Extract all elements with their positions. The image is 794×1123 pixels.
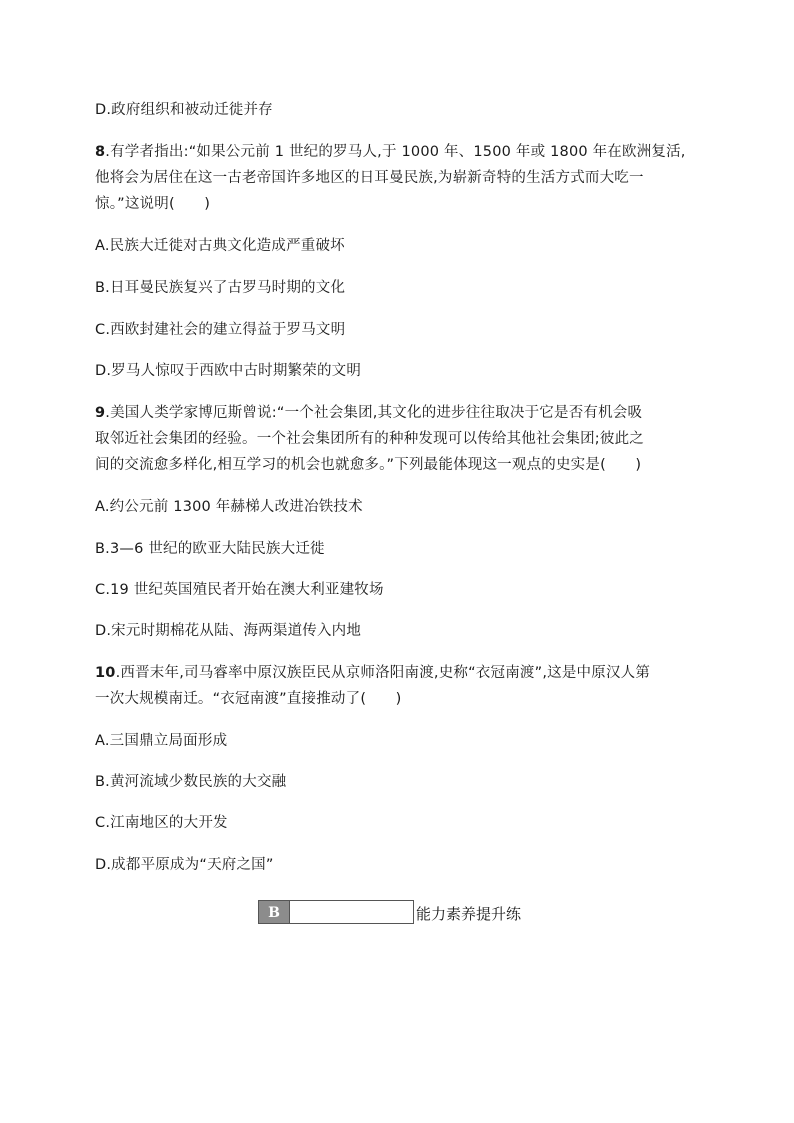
q8-option-c: C.西欧封建社会的建立得益于罗马文明 [95,322,346,338]
q7-option-d: D.政府组织和被动迁徙并存 [95,102,273,118]
level-badge: B 级 [258,900,290,924]
q9-stem-line-2: 取邻近社会集团的经验。一个社会集团所有的种种发现可以传给其他社会集团;彼此之 [95,431,644,447]
q10-number: 10 [95,665,116,681]
q8-option-d: D.罗马人惊叹于西欧中古时期繁荣的文明 [95,363,362,379]
q8-stem-line-1 [95,142,686,162]
q10-stem-line-2: 一次大规模南迁。“衣冠南渡”直接推动了( ) [95,691,402,707]
q9-stem-line-1 [95,403,642,423]
q9-option-a: A.约公元前 1300 年赫梯人改进冶铁技术 [95,499,363,515]
section-blank-box [290,900,414,924]
q8-option-b: B.日耳曼民族复兴了古罗马时期的文化 [95,280,346,296]
q9-stem-line-3: 间的交流愈多样化,相互学习的机会也就愈多。”下列最能体现这一观点的史实是( ) [95,457,642,473]
section-title: 能力素养提升练 [416,905,522,923]
q10-option-d: D.成都平原成为“天府之国” [95,857,274,873]
q8-number: 8 [95,144,106,160]
q8-stem-line-3: 惊。”这说明( ) [95,196,211,212]
q10-option-c: C.江南地区的大开发 [95,815,228,831]
q10-stem-text-1: .西晋末年,司马睿率中原汉族臣民从京师洛阳南渡,史称“衣冠南渡”,这是中原汉人第 [115,665,651,681]
section-b-header [258,898,522,945]
q9-option-b: B.3—6 世纪的欧亚大陆民族大迁徙 [95,541,325,557]
q9-option-c: C.19 世纪英国殖民者开始在澳大利亚建牧场 [95,582,384,598]
q8-stem-line-2: 他将会为居住在这一古老帝国许多地区的日耳曼民族,为崭新奇特的生活方式而大吃一 [95,170,644,186]
q9-option-d: D.宋元时期棉花从陆、海两渠道传入内地 [95,623,362,639]
q9-number: 9 [95,405,106,421]
q10-option-b: B.黄河流域少数民族的大交融 [95,774,287,790]
q8-option-a: A.民族大迁徙对古典文化造成严重破坏 [95,238,345,254]
q8-stem-text-1: .有学者指出:“如果公元前 1 世纪的罗马人,于 1000 年、1500 年或 1800 年在欧洲复活, [105,144,686,160]
q10-option-a: A.三国鼎立局面形成 [95,733,228,749]
q9-stem-text-1: .美国人类学家博厄斯曾说:“一个社会集团,其文化的进步往往取决于它是否有机会吸 [105,405,643,421]
q10-stem-line-1 [95,663,650,683]
